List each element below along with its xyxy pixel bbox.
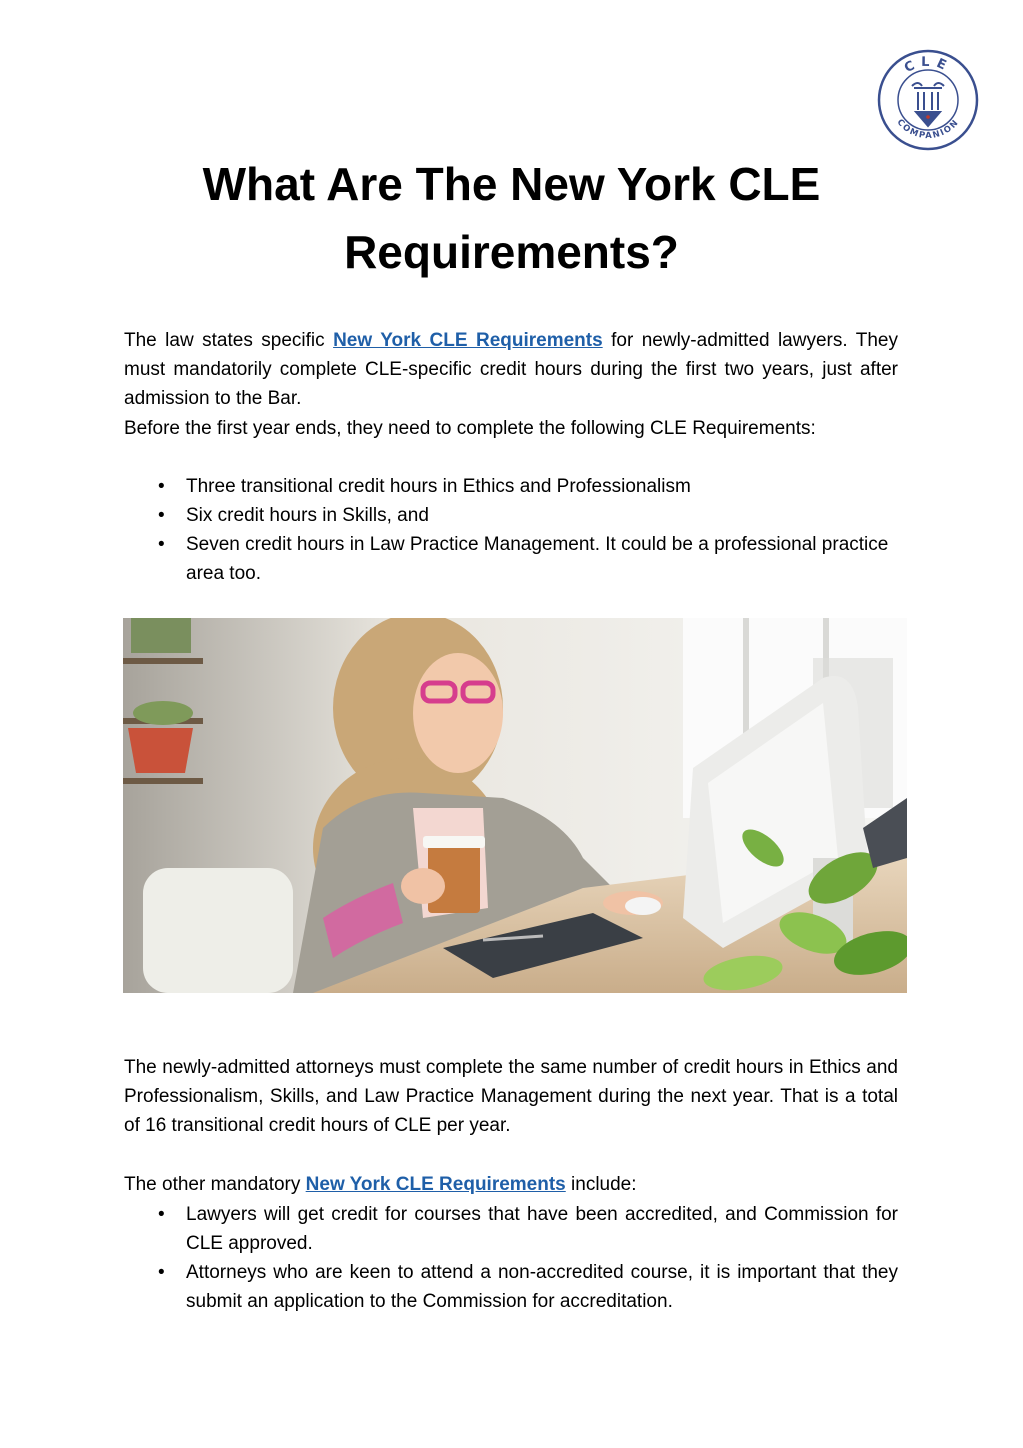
svg-text:CLE bbox=[902, 55, 954, 76]
logo-top-text: CLE bbox=[902, 54, 954, 77]
first-year-intro: Before the first year ends, they need to complete the following CLE Requirements: bbox=[124, 418, 816, 439]
other-requirements-intro bbox=[124, 1170, 898, 1199]
next-year-paragraph: The newly-admitted attorneys must complete the same number of credit hours in Ethics and Professionalism, Skills, and Law Practice Management during the next year. That is a total of 16 transitional credit hours of CLE per year. bbox=[124, 1057, 898, 1136]
bullet-icon: • bbox=[158, 534, 165, 555]
list-item bbox=[124, 1200, 898, 1258]
list-item-text: Attorneys who are keen to attend a non-accredited course, it is important that they submit an application to the Commission for accreditation. bbox=[186, 1262, 898, 1312]
other-text-after-link: include: bbox=[565, 1174, 637, 1195]
list-item-text: Seven credit hours in Law Practice Management. It could be a professional practice area too. bbox=[186, 534, 889, 584]
list-item bbox=[124, 501, 898, 530]
ny-cle-requirements-link[interactable]: New York CLE Requirements bbox=[333, 330, 603, 351]
bullet-icon: • bbox=[158, 476, 165, 497]
cle-companion-logo bbox=[876, 48, 980, 152]
page-title: What Are The New York CLE Requirements? bbox=[202, 158, 821, 278]
ny-cle-requirements-link-2[interactable]: New York CLE Requirements bbox=[305, 1174, 566, 1195]
list-item bbox=[124, 530, 898, 588]
bullet-icon: • bbox=[158, 1262, 165, 1283]
other-text-before-link: The other mandatory bbox=[124, 1174, 306, 1195]
list-item bbox=[124, 1258, 898, 1316]
list-item bbox=[124, 472, 898, 501]
intro-text-after-link: for newly-admitted lawyers. They must mandatorily complete CLE-specific credit hours during the first two years, just after admission to the Bar. bbox=[124, 330, 898, 409]
first-year-requirements-list bbox=[124, 472, 898, 588]
list-item-text: Six credit hours in Skills, and bbox=[186, 505, 429, 526]
woman-at-computer-photo bbox=[123, 618, 907, 993]
list-item-text: Lawyers will get credit for courses that have been accredited, and Commission for CLE approved. bbox=[186, 1204, 898, 1254]
other-requirements-list bbox=[124, 1200, 898, 1316]
logo-bottom-text: COMPANION bbox=[894, 117, 962, 142]
bullet-icon: • bbox=[158, 505, 165, 526]
pillar-pen-icon bbox=[912, 83, 944, 126]
bullet-icon: • bbox=[158, 1204, 165, 1225]
list-item-text: Three transitional credit hours in Ethics and Professionalism bbox=[186, 476, 691, 497]
intro-paragraph bbox=[124, 326, 898, 413]
intro-text-before-link: The law states specific bbox=[124, 330, 334, 351]
